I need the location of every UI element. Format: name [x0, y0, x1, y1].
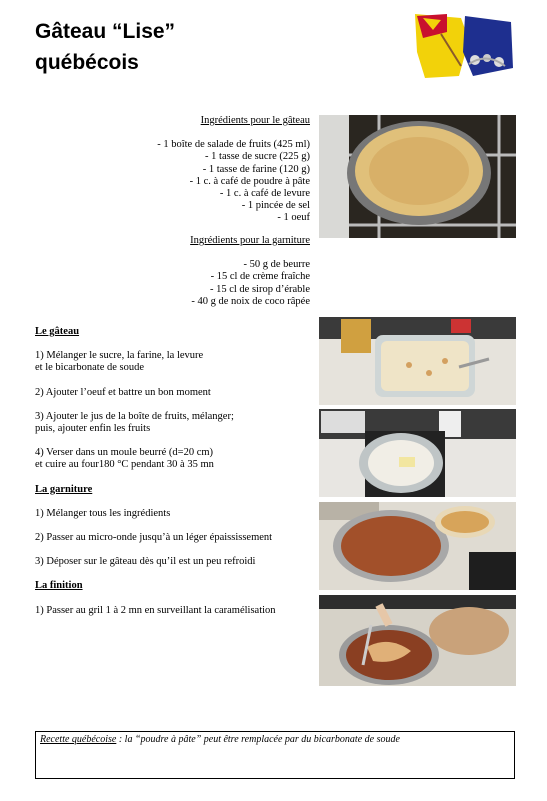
ingredient-item: - 50 g de beurre	[243, 259, 310, 271]
photo-batter	[319, 317, 516, 405]
cake-ingredients	[157, 115, 310, 225]
recipe-title	[35, 16, 175, 78]
title-line-2: québécois	[35, 51, 139, 74]
topping-ingredients	[190, 235, 310, 308]
note-text: : la “poudre à pâte” peut être remplacée par du bicarbonate de soude	[116, 734, 400, 745]
topping-step: 1) Mélanger tous les ingrédients	[35, 507, 171, 519]
photo-topping-bowl	[319, 409, 516, 497]
topping-ingredients-heading: Ingrédients pour la garniture	[190, 235, 310, 246]
title-line-1: Gâteau “Lise”	[35, 20, 176, 43]
topping-heading: La garniture	[35, 483, 93, 495]
ingredient-item: - 1 tasse de farine (120 g)	[202, 163, 310, 175]
quebec-logo	[411, 12, 515, 80]
note-label: Recette québécoise	[40, 734, 117, 745]
photo-pouring-topping	[319, 595, 516, 686]
ingredient-item: - 1 c. à café de levure	[219, 188, 310, 200]
cake-ingredients-heading: Ingrédients pour le gâteau	[200, 115, 310, 126]
finish-step: 1) Passer au gril 1 à 2 mn en surveillant la caramélisation	[35, 604, 276, 616]
photo-baked-cake	[319, 115, 516, 238]
finish-heading: La finition	[35, 580, 83, 592]
recipe-note	[35, 731, 515, 779]
cake-step: 1) Mélanger le sucre, la farine, la levure et le bicarbonate de soude	[35, 350, 204, 374]
ingredient-item: - 1 tasse de sucre (225 g)	[205, 151, 310, 163]
ingredient-item: - 40 g de noix de coco râpée	[191, 295, 310, 307]
topping-step: 3) Déposer sur le gâteau dès qu’il est un peu refroidi	[35, 556, 256, 568]
ingredient-item: - 1 pincée de sel	[241, 200, 310, 212]
cake-step: 2) Ajouter l’oeuf et battre un bon moment	[35, 386, 211, 398]
ingredient-item: - 1 c. à café de poudre à pâte	[189, 175, 310, 187]
ingredient-item: - 15 cl de sirop d’érable	[209, 283, 310, 295]
ingredient-item: - 1 oeuf	[277, 212, 310, 224]
ingredient-item: - 15 cl de crème fraîche	[210, 271, 310, 283]
ingredient-item: - 1 boîte de salade de fruits (425 ml)	[157, 139, 310, 151]
topping-step: 2) Passer au micro-onde jusqu’à un léger épaississement	[35, 532, 273, 544]
cake-step: 3) Ajouter le jus de la boîte de fruits, mélanger; puis, ajouter enfin les fruits	[35, 410, 234, 435]
cake-step: 4) Verser dans un moule beurré (d=20 cm) et cuire au four180 °C pendant 30 à 35 mn	[35, 447, 214, 471]
cake-heading: Le gâteau	[35, 326, 80, 337]
instructions	[35, 326, 320, 629]
photo-cake-and-topping	[319, 502, 516, 590]
